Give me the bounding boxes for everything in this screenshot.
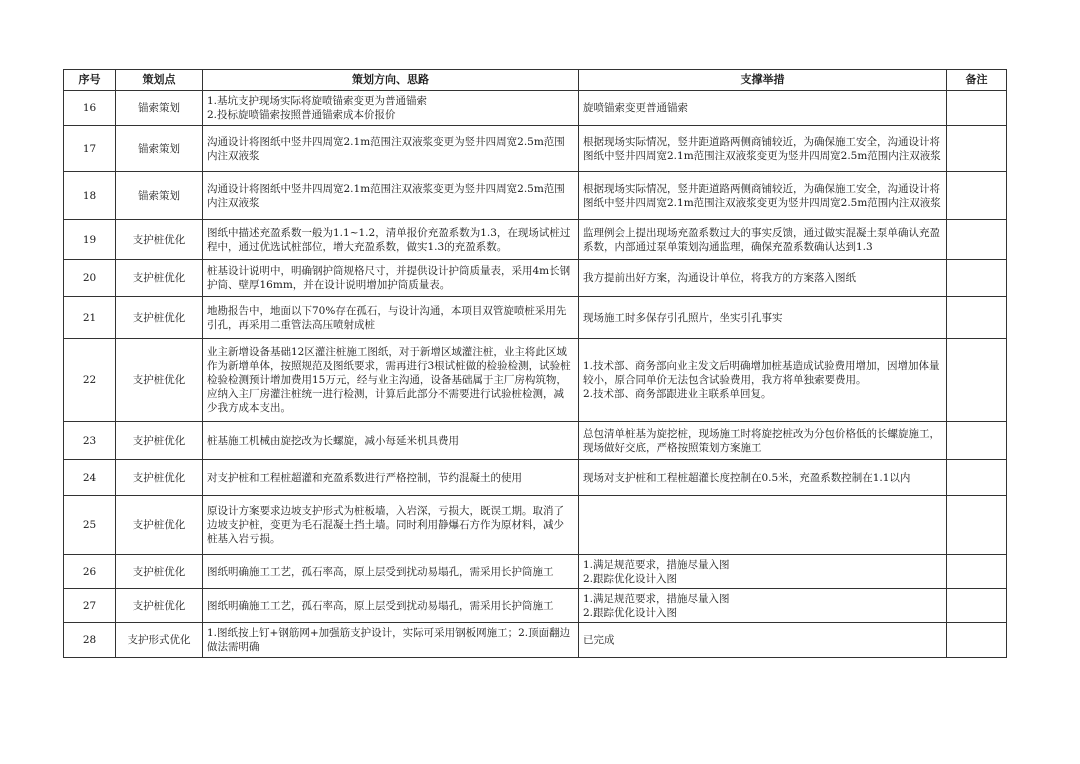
- support-line: 旋喷锚索变更普通锚索: [583, 102, 688, 114]
- table-row: [64, 422, 1007, 460]
- support-line: 已完成: [583, 634, 615, 646]
- cell-seq: 18: [64, 172, 116, 220]
- cell-item: 支护桩优化: [116, 555, 203, 589]
- cell-seq: 27: [64, 589, 116, 623]
- cell-item: 支护桩优化: [116, 297, 203, 339]
- table-row: [64, 297, 1007, 339]
- direction-line: 1.图纸按上钉+钢筋网+加强筋支护设计，实际可采用钢板网施工；2.顶面翻边做法需明确: [207, 627, 571, 653]
- support-line: 2.技术部、商务部跟进业主联系单回复。: [583, 388, 772, 400]
- support-line: 根据现场实际情况，竖井距道路两侧商铺较近，为确保施工安全，沟通设计将图纸中竖井四周宽2.1m范围注双液浆变更为竖井四周宽2.5m范围内注双液浆: [583, 135, 941, 162]
- cell-seq: 19: [64, 220, 116, 260]
- cell-seq: 17: [64, 126, 116, 172]
- cell-item: 支护桩优化: [116, 260, 203, 297]
- support-line: 现场施工时多保存引孔照片，坐实引孔事实: [583, 311, 783, 324]
- table-row: [64, 339, 1007, 422]
- cell-direction: [203, 91, 579, 126]
- cell-direction: [203, 555, 579, 589]
- cell-remark: [947, 126, 1007, 172]
- direction-line: 沟通设计将图纸中竖井四周宽2.1m范围注双液浆变更为竖井四周宽2.5m范围内注双液浆: [207, 182, 565, 209]
- direction-line: 原设计方案要求边坡支护形式为桩板墙，入岩深，亏损大，既误工期。取消了边坡支护桩，变更为毛石混凝土挡土墙。同时利用静爆石方作为原材料，减少桩基入岩亏损。: [207, 505, 564, 545]
- cell-direction: [203, 496, 579, 555]
- cell-remark: [947, 172, 1007, 220]
- cell-direction: [203, 339, 579, 422]
- support-line: 1.满足规范要求，措施尽量入图: [583, 592, 730, 605]
- direction-line: 图纸明确施工工艺，孤石率高，原上层受到扰动易塌孔，需采用长护筒施工: [207, 565, 554, 578]
- direction-line: 地勘报告中，地面以下70%存在孤石，与设计沟通，本项目双管旋喷桩采用先引孔，再采用二重管法高压喷射成桩: [207, 304, 567, 331]
- cell-item: 支护形式优化: [116, 623, 203, 658]
- cell-remark: [947, 623, 1007, 658]
- cell-direction: [203, 589, 579, 623]
- cell-remark: [947, 589, 1007, 623]
- table-row: [64, 623, 1007, 658]
- cell-support: [579, 422, 947, 460]
- header-support: 支撑举措: [579, 70, 947, 91]
- cell-support: [579, 589, 947, 623]
- cell-seq: 16: [64, 91, 116, 126]
- support-line: 总包清单桩基为旋挖桩，现场施工时将旋挖桩改为分包价格低的长螺旋施工，现场做好交底，严格按照策划方案施工: [583, 427, 940, 454]
- header-item: 策划点: [116, 70, 203, 91]
- cell-remark: [947, 297, 1007, 339]
- table-header-row: [64, 70, 1007, 91]
- table-row: [64, 126, 1007, 172]
- cell-support: [579, 460, 947, 496]
- cell-remark: [947, 496, 1007, 555]
- cell-direction: [203, 126, 579, 172]
- cell-item: 支护桩优化: [116, 339, 203, 422]
- header-seq: 序号: [64, 70, 116, 91]
- direction-line: 对支护桩和工程桩超灌和充盈系数进行严格控制，节约混凝土的使用: [207, 471, 522, 484]
- header-remark: 备注: [947, 70, 1007, 91]
- cell-support: [579, 555, 947, 589]
- cell-remark: [947, 460, 1007, 496]
- cell-seq: 22: [64, 339, 116, 422]
- cell-direction: [203, 460, 579, 496]
- cell-direction: [203, 172, 579, 220]
- cell-seq: 21: [64, 297, 116, 339]
- cell-seq: 25: [64, 496, 116, 555]
- cell-direction: [203, 623, 579, 658]
- cell-item: 锚索策划: [116, 91, 203, 126]
- direction-line: 业主新增设备基础12区灌注桩施工图纸，对于新增区域灌注桩，业主将此区域作为新增单体，按照规范及图纸要求，需再进行3根试桩做的检验检测，试验桩检验检测预计增加费用15万元，经与业主沟通，设备基础属于主厂房构筑物，应纳入主厂房灌注桩统一进行检测，计算后此部分不需要进行试验桩检测，减少我方成本支出。: [207, 346, 571, 414]
- cell-seq: 24: [64, 460, 116, 496]
- cell-direction: [203, 260, 579, 297]
- table-body: [64, 91, 1007, 658]
- table-row: [64, 589, 1007, 623]
- support-line: 1.技术部、商务部向业主发文后明确增加桩基造成试验费用增加，因增加体量较小，原合同单价无法包含试验费用，我方将单独索要费用。: [583, 360, 940, 386]
- cell-remark: [947, 339, 1007, 422]
- cell-remark: [947, 555, 1007, 589]
- direction-line: 桩基设计说明中，明确钢护筒规格尺寸，并提供设计护筒质量表，采用4m长钢护筒、壁厚16mm，并在设计说明增加护筒质量表。: [207, 265, 571, 291]
- cell-seq: 23: [64, 422, 116, 460]
- header-direction: 策划方向、思路: [203, 70, 579, 91]
- support-line: 现场对支护桩和工程桩超灌长度控制在0.5米，充盈系数控制在1.1以内: [583, 471, 911, 484]
- direction-line: 沟通设计将图纸中竖井四周宽2.1m范围注双液浆变更为竖井四周宽2.5m范围内注双液浆: [207, 135, 565, 162]
- cell-seq: 20: [64, 260, 116, 297]
- cell-support: [579, 297, 947, 339]
- table-row: [64, 555, 1007, 589]
- cell-support: [579, 126, 947, 172]
- cell-item: 支护桩优化: [116, 220, 203, 260]
- direction-line: 桩基施工机械由旋挖改为长螺旋，减小每延米机具费用: [207, 434, 459, 447]
- support-line: 我方提前出好方案，沟通设计单位，将我方的方案落入图纸: [583, 272, 856, 284]
- table-row: [64, 220, 1007, 260]
- cell-direction: [203, 422, 579, 460]
- cell-support: [579, 496, 947, 555]
- cell-support: [579, 623, 947, 658]
- table-row: [64, 496, 1007, 555]
- support-line: 2.跟踪优化设计入图: [583, 572, 678, 585]
- cell-support: [579, 339, 947, 422]
- cell-item: 支护桩优化: [116, 496, 203, 555]
- table-row: [64, 460, 1007, 496]
- cell-item: 支护桩优化: [116, 589, 203, 623]
- cell-item: 锚索策划: [116, 126, 203, 172]
- table-row: [64, 172, 1007, 220]
- cell-direction: [203, 297, 579, 339]
- table-row: [64, 91, 1007, 126]
- cell-remark: [947, 422, 1007, 460]
- support-line: 2.跟踪优化设计入图: [583, 606, 678, 619]
- cell-seq: 26: [64, 555, 116, 589]
- cell-support: [579, 260, 947, 297]
- cell-remark: [947, 220, 1007, 260]
- cell-remark: [947, 91, 1007, 126]
- cell-remark: [947, 260, 1007, 297]
- direction-line: 1.基坑支护现场实际将旋喷锚索变更为普通锚索: [207, 95, 428, 107]
- cell-item: 支护桩优化: [116, 422, 203, 460]
- support-line: 1.满足规范要求，措施尽量入图: [583, 558, 730, 571]
- cell-seq: 28: [64, 623, 116, 658]
- planning-table: [63, 69, 1007, 658]
- cell-item: 锚索策划: [116, 172, 203, 220]
- support-line: 根据现场实际情况，竖井距道路两侧商铺较近，为确保施工安全，沟通设计将图纸中竖井四周宽2.1m范围注双液浆变更为竖井四周宽2.5m范围内注双液浆: [583, 182, 941, 209]
- direction-line: 图纸中描述充盈系数一般为1.1~1.2，清单报价充盈系数为1.3，在现场试桩过程中，通过优选试桩部位，增大充盈系数，做实1.3的充盈系数。: [207, 226, 571, 253]
- cell-direction: [203, 220, 579, 260]
- cell-support: [579, 91, 947, 126]
- direction-line: 图纸明确施工工艺，孤石率高，原上层受到扰动易塌孔，需采用长护筒施工: [207, 599, 554, 612]
- cell-item: 支护桩优化: [116, 460, 203, 496]
- cell-support: [579, 172, 947, 220]
- direction-line: 2.投标旋喷锚索按照普通锚索成本价报价: [207, 109, 396, 121]
- support-line: 监理例会上提出现场充盈系数过大的事实反馈，通过做实混凝土泵单确认充盈系数，内部通过泵单策划沟通监理，确保充盈系数确认达到1.3: [583, 226, 940, 253]
- table-row: [64, 260, 1007, 297]
- cell-support: [579, 220, 947, 260]
